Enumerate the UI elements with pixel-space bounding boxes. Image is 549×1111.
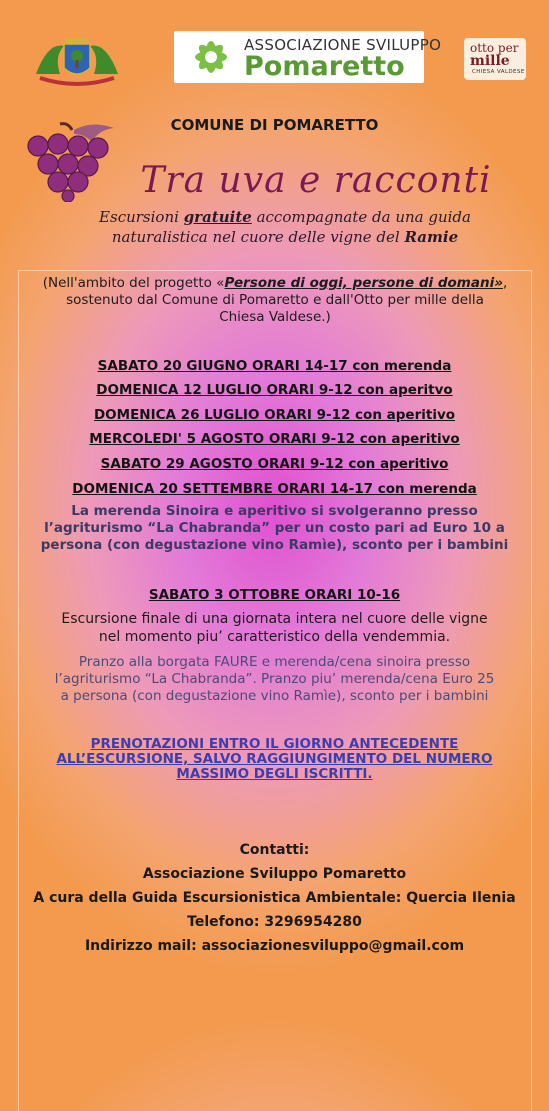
pranzo-line: a persona (con degustazione vino Ramìe), sconto per i bambini	[60, 688, 489, 704]
page-title: Tra uva e racconti	[140, 160, 492, 201]
date-item: DOMENICA 12 LUGLIO ORARI 9-12 con aperitvo	[96, 382, 453, 398]
subtitle-line2	[30, 228, 540, 246]
contacts-heading: Contatti:	[239, 842, 310, 858]
otto-logo-line3: CHIESA VALDESE	[472, 69, 525, 75]
intro-text: (Nell'ambito del progetto «	[42, 275, 225, 291]
otto-logo-line2: mille	[470, 53, 510, 69]
pranzo-line: l’agriturismo “La Chabranda”. Pranzo piu’ merenda/cena Euro 25	[54, 671, 495, 687]
assoc-logo-line2: Pomaretto	[244, 51, 405, 82]
comune-heading: COMUNE DI POMARETTO	[170, 116, 379, 134]
project-name: Persone di oggi, persone di domani»	[224, 275, 503, 291]
booking-line: ALL’ESCURSIONE, SALVO RAGGIUNGIMENTO DEL NUMERO	[56, 751, 493, 767]
merenda-line: La merenda Sinoira e aperitivo si svolgeranno presso	[71, 503, 478, 519]
assoc-logo-line1: ASSOCIAZIONE SVILUPPO	[244, 36, 442, 54]
merenda-info	[6, 503, 543, 554]
contacts-association: Associazione Sviluppo Pomaretto	[142, 866, 407, 882]
date-item: MERCOLEDI' 5 AGOSTO ORARI 9-12 con aperitivo	[89, 431, 460, 447]
contacts-guide: A cura della Guida Escursionistica Ambientale: Quercia Ilenia	[33, 890, 516, 906]
final-description	[6, 610, 543, 646]
flower-icon	[182, 36, 240, 78]
subtitle-gratuite: gratuite	[183, 208, 252, 226]
booking-notice	[0, 737, 549, 782]
date-item: DOMENICA 20 SETTEMBRE ORARI 14-17 con merenda	[72, 481, 477, 497]
intro-paragraph	[14, 275, 536, 326]
pranzo-info	[6, 654, 543, 705]
booking-line: MASSIMO DEGLI ISCRITTI.	[176, 766, 373, 782]
subtitle-line1	[30, 208, 540, 226]
contacts-phone: Telefono: 3296954280	[187, 914, 362, 930]
pranzo-line: Pranzo alla borgata FAURE e merenda/cena sinoira presso	[78, 654, 471, 670]
intro-line1	[14, 275, 536, 292]
subtitle-ramie: Ramie	[404, 228, 459, 246]
date-item: SABATO 20 GIUGNO ORARI 14-17 con merenda	[97, 358, 452, 374]
subtitle-text: Escursioni	[99, 208, 184, 226]
comune-crest-logo	[30, 34, 124, 88]
intro-text: ,	[503, 275, 508, 291]
intro-line3: Chiesa Valdese.)	[219, 309, 331, 325]
merenda-line: persona (con degustazione vino Ramìe), sconto per i bambini	[40, 537, 509, 553]
otto-per-mille-logo	[464, 38, 526, 80]
merenda-line: l’agriturismo “La Chabranda” per un costo pari ad Euro 10 a	[44, 520, 505, 536]
final-desc-line: nel momento piu’ caratteristico della vendemmia.	[98, 629, 451, 645]
date-item: DOMENICA 26 LUGLIO ORARI 9-12 con aperitivo	[93, 407, 456, 423]
date-item: SABATO 29 AGOSTO ORARI 9-12 con aperitivo	[100, 456, 449, 472]
contacts-email: Indirizzo mail: associazionesviluppo@gmail.com	[84, 938, 465, 954]
final-desc-line: Escursione finale di una giornata intera nel cuore delle vigne	[61, 611, 488, 627]
subtitle-text: naturalistica nel cuore delle vigne del	[111, 228, 405, 246]
associazione-sviluppo-logo	[174, 31, 442, 83]
intro-line2: sostenuto dal Comune di Pomaretto e dall'Otto per mille della	[66, 292, 484, 308]
subtitle-text: accompagnate da una guida	[251, 208, 471, 226]
booking-line: PRENOTAZIONI ENTRO IL GIORNO ANTECEDENTE	[90, 736, 459, 752]
otto-logo-line1: otto per	[470, 41, 519, 55]
final-date: SABATO 3 OTTOBRE ORARI 10-16	[148, 587, 401, 603]
